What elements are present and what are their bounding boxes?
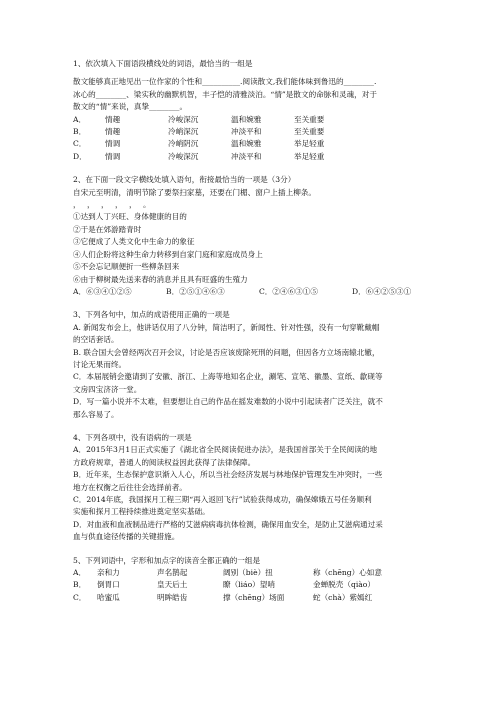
question-4 xyxy=(73,432,445,544)
option-row: A．⑥③④①②⑤ B．②⑤①④⑥③ C．②④⑥③①⑤ D．⑥④②⑤③① xyxy=(73,286,412,296)
item-line: ⑤不会忘记顺便折一些柳条回来 xyxy=(73,262,180,272)
option-row: C． 情调 冷峭阴沉 温和婉雅 举足轻重 xyxy=(73,139,325,149)
option-row: A． 亲和力 声名鹊起 阔别（biè）扭 称（chēng）心如意 xyxy=(73,568,382,578)
question-stem: 4、下列各项中，没有语病的一项是 xyxy=(73,432,192,442)
option-row: D． 情调 冷峻深沉 冲淡平和 举足轻重 xyxy=(73,151,325,161)
option-row: C． 哈蜜瓜 明眸皓齿 撑（chēng）场面 蛇（chà）紫嫣红 xyxy=(73,592,373,602)
option-line: 讨论无果而终。 xyxy=(73,359,127,369)
question-stem: 5、下列词语中，字形和加点字的读音全都正确的一组是 xyxy=(73,555,261,565)
blank-line: ， ， ， ， ， 。 xyxy=(73,200,153,210)
item-line: ②于是在郊游踏青时 xyxy=(73,224,142,234)
paragraph-line: 自宋元至明清，清明节除了要祭扫家墓，还要在门楣、窗户上插上柳条。 xyxy=(73,187,316,197)
item-line: ④人们企盼将这种生命力转移到自家门庭和家庭成员身上 xyxy=(73,249,263,259)
item-line: ①达到人丁兴旺、身体健康的目的 xyxy=(73,212,187,222)
option-line: B. 联合国大会曾经两次召开会议，讨论是否应该废除死刑的问题，但因各方立场南辕北辙， xyxy=(73,347,380,357)
item-line: ⑥由于柳树最先送来春的消息并且具有旺盛的生殖力 xyxy=(73,274,248,284)
option-line: C．本届展销会邀请到了安徽、浙江、上海等地知名企业，涮笔、宣笔、徽墨、宣纸、歙砚等 xyxy=(73,372,383,382)
option-row: B． 倒胃口 皇天后土 瞭（liáo）望哨 金蝉脱壳（qiào） xyxy=(73,580,375,590)
question-1 xyxy=(73,58,445,163)
option-line: 地方在权衡之后往往会选择前者。 xyxy=(73,482,187,492)
question-3 xyxy=(73,309,445,421)
question-stem: 1、依次填入下面语段横线处的词语，最恰当的一组是 xyxy=(73,59,253,68)
document-page xyxy=(73,58,445,615)
question-2 xyxy=(73,174,445,298)
item-line: ③它便成了人类文化中生命力的象征 xyxy=(73,237,195,247)
option-line: C．2014年底，我国探月工程三期“再入返回飞行”试验获得成功，确保嫦娥五号任务顺利 xyxy=(73,495,372,504)
paragraph-line: 散文能够真正地见出一位作家的个性和__________.阅读散文,我们能体味到鲁迅的________. xyxy=(73,77,377,87)
option-line: B．近年来，生态保护意识渐入人心，所以当社会经济发展与林地保护管理发生冲突时，一些 xyxy=(73,470,383,480)
option-line: 血与供血途径传播的关键措施。 xyxy=(73,532,180,542)
paragraph-line: 冰心的________、梁实秋的幽默机智，丰子恺的清雅淡泊。“情”是散文的命脉和灵魂，对于 xyxy=(73,89,377,99)
option-row: A． 情趣 冷峻深沉 温和婉雅 至关重要 xyxy=(73,114,325,124)
option-row: B． 情趣 冷峭深沉 冲淡平和 至关重要 xyxy=(73,127,325,137)
option-line: 实施和探月工程持续推进奠定坚实基础。 xyxy=(73,507,210,517)
question-5 xyxy=(73,555,445,605)
option-line: 文房四宝济济一堂。 xyxy=(73,384,142,394)
option-line: D．写一篇小说并不太难，但要想让自己的作品在摇发难数的小说中引起读者广泛关注，就不 xyxy=(73,397,383,407)
question-stem: 3、下列各句中，加点的成语使用正确的一项是 xyxy=(73,310,230,320)
option-line: 方政府规章，普通人的阅读权益因此获得了法律保障。 xyxy=(73,457,256,467)
question-stem: 2、在下面一段文字横线处填入语句，衔接最恰当的一项是（3分） xyxy=(73,175,296,185)
option-line: 的空话套话。 xyxy=(73,335,119,345)
option-line: D．对血液和血液制品进行严格的艾滋病病毒抗体检测，确保用血安全，是防止艾滋病通过采 xyxy=(73,519,383,529)
option-line: A. 新闻发布会上，他讲话仅用了八分钟，简洁明了，新闻性、针对性强，没有一句穿靴戴帽 xyxy=(73,322,380,332)
option-line: 那么容易了。 xyxy=(73,409,119,419)
paragraph-line: 散文的“情”来说，真挚________。 xyxy=(73,102,188,112)
option-line: A．2015年3月1日正式实施了《湖北省全民阅读促进办法》，是我国首部关于全民阅读的地 xyxy=(73,445,378,455)
